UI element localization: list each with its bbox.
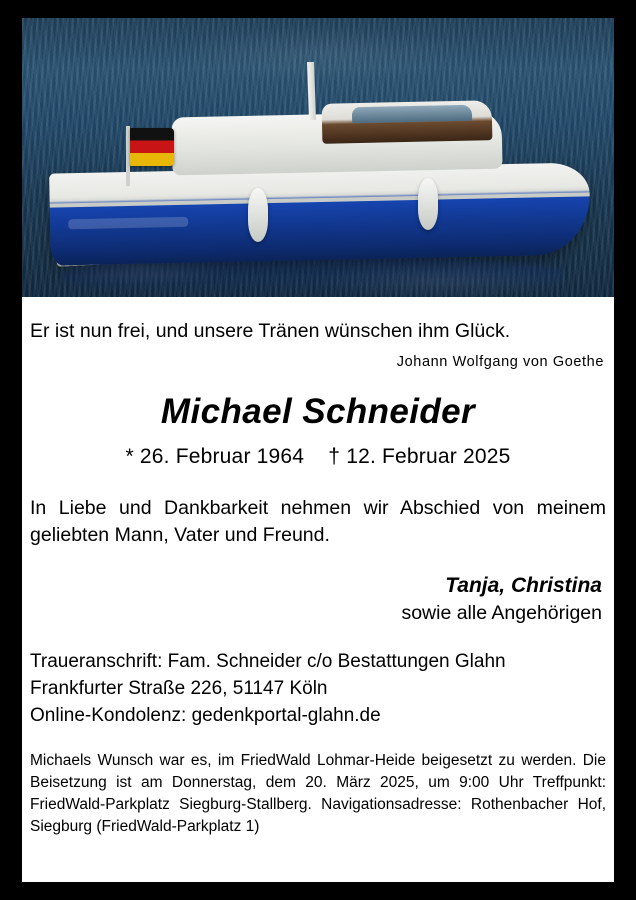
funeral-notice: Michaels Wunsch war es, im FriedWald Lohmar-Heide beigesetzt zu werden. Die Beisetzung ist am Donnerstag, dem 20. März 2025, um 9:00 Uhr Treffpunkt: FriedWald-Parkplatz Siegburg-Stallberg. Navigationsadresse: Rothenbacher Hof, Siegburg (FriedWald-Parkplatz 1) <box>30 751 606 835</box>
death-date: † 12. Februar 2025 <box>328 445 511 469</box>
memorial-photo <box>22 18 614 297</box>
address-line: Traueranschrift: Fam. Schneider c/o Bestattungen Glahn <box>30 650 506 672</box>
mourning-address <box>30 649 606 730</box>
card-body <box>22 319 614 838</box>
survivors-rest: sowie alle Angehörigen <box>401 601 602 624</box>
life-dates <box>30 445 606 469</box>
deceased-name: Michael Schneider <box>160 392 476 432</box>
boat-photo-icon <box>22 18 614 297</box>
card-inner <box>22 18 614 882</box>
boat-hull <box>49 162 591 265</box>
quote-author: Johann Wolfgang von Goethe <box>396 354 604 371</box>
farewell-message: In Liebe und Dankbarkeit nehmen wir Abschied von meinem geliebten Mann, Vater und Freund. <box>30 497 606 546</box>
online-condolence-line: Online-Kondolenz: gedenkportal-glahn.de <box>30 704 381 726</box>
boat-fender <box>248 188 268 242</box>
german-flag-icon <box>130 128 174 166</box>
boat-windshield <box>352 105 472 124</box>
survivors-block <box>30 574 606 625</box>
address-line: Frankfurter Straße 226, 51147 Köln <box>30 677 328 699</box>
boat-fender <box>418 178 438 230</box>
survivors-names: Tanja, Christina <box>445 573 602 597</box>
memorial-quote: Er ist nun frei, und unsere Tränen wünschen ihm Glück. <box>30 320 511 342</box>
birth-date: * 26. Februar 1964 <box>125 445 305 469</box>
